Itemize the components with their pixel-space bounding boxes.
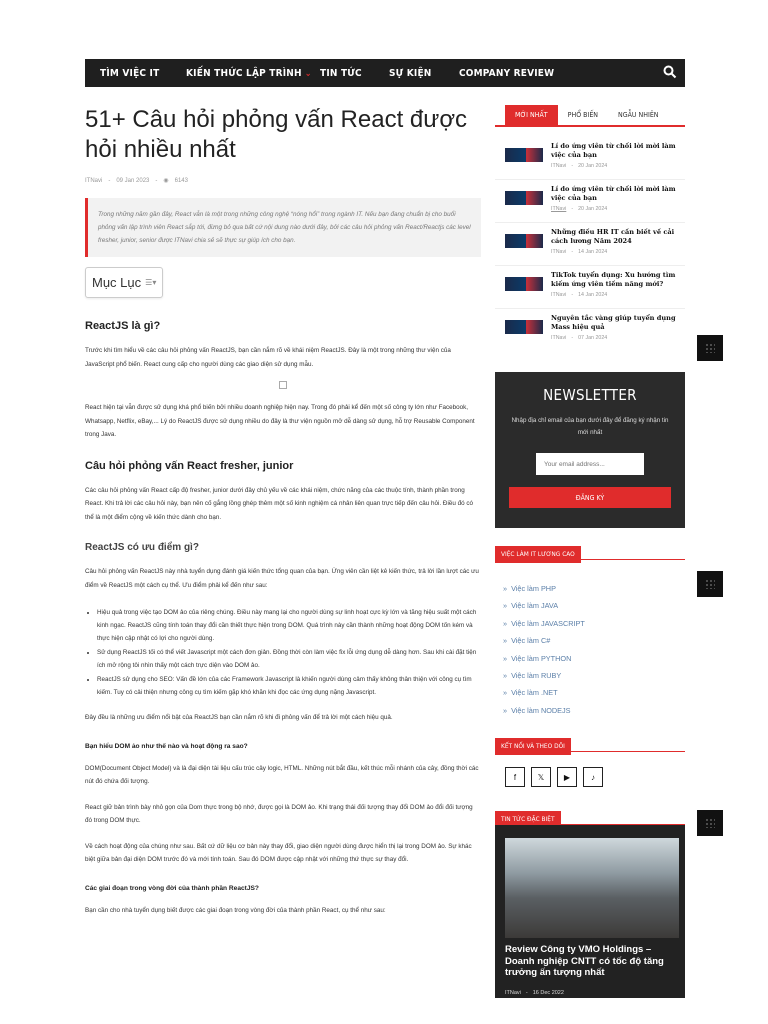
- news-title[interactable]: Lí do ứng viên từ chối lời mời làm việc của bạn: [551, 185, 676, 202]
- news-author[interactable]: ITNavi: [551, 249, 567, 255]
- featured-article[interactable]: [495, 825, 685, 998]
- dots-icon: [705, 343, 715, 353]
- facebook-icon[interactable]: f: [505, 767, 525, 787]
- jobs-section-title: VIỆC LÀM IT LƯƠNG CAO: [495, 546, 581, 563]
- news-date: 20 Jan 2024: [578, 206, 608, 212]
- top-navbar: [85, 59, 685, 87]
- job-link-nodejs[interactable]: » Việc làm NODEJS: [503, 702, 585, 719]
- meta-separator: -: [155, 177, 158, 184]
- news-item[interactable]: [495, 309, 685, 352]
- news-date: 14 Jan 2024: [578, 292, 608, 298]
- feature-section-header: [495, 808, 685, 825]
- jobs-list: [503, 580, 585, 719]
- article: [85, 105, 481, 917]
- list-item: • Hiệu quả trong việc tạo DOM ảo của riêng chúng. Điều này mang lại cho người dùng sự linh hoạt cực kỳ lớn và tăng hiệu suất một cách kinh ngạc. ReactJS cũng tính toán thay đổi cần thiết thực hiện trong DOM. Quá trình này cần thành những hoạt động DOM tốn kém và thực hiện cập nhật có lợi cho người dùng.: [97, 606, 481, 645]
- news-author[interactable]: ITNavi: [551, 292, 567, 298]
- news-item[interactable]: [495, 180, 685, 223]
- dropdown-marker-icon: ⌄: [304, 68, 312, 79]
- section-heading-lifecycle: Các giai đoạn trong vòng đời của thành phần ReactJS?: [85, 884, 259, 892]
- news-title[interactable]: Nguyên tắc vàng giúp tuyển dụng Mass hiệu quả: [551, 314, 676, 331]
- news-thumbnail[interactable]: [505, 277, 543, 291]
- featured-title[interactable]: Review Công ty VMO Holdings – Doanh nghiệp CNTT có tốc độ tăng trưởng ấn tượng nhất: [505, 944, 664, 978]
- news-title[interactable]: Những điều HR IT cần biết về cải cách lương Năm 2024: [551, 228, 675, 245]
- paragraph: Đây đều là những ưu điểm nổi bật của ReactJS bạn cần nắm rõ khi đi phỏng vấn để trả lời một cách hiệu quả.: [85, 714, 393, 721]
- section-heading-reactjs: ReactJS là gì?: [85, 320, 161, 332]
- paragraph: Câu hỏi phỏng vấn ReactJS này nhà tuyển dụng đánh giá kiến thức tổng quan của bạn. Ứng viên cần liệt kê kiến thức, trả lời lần lượt các ưu điểm về ReactJS một cách cụ thể. Ưu điểm phải kể đến như sau:: [85, 568, 479, 589]
- article-title: 51+ Câu hỏi phỏng vấn React được hỏi nhiều nhất: [85, 106, 468, 163]
- news-date: 20 Jan 2024: [578, 163, 608, 169]
- meta-separator: -: [571, 249, 574, 255]
- newsletter-box: [495, 372, 685, 528]
- news-author[interactable]: ITNavi: [551, 206, 567, 212]
- meta-separator: -: [571, 335, 574, 341]
- social-section-title: KẾT NỐI VÀ THEO DÕI: [495, 738, 571, 755]
- youtube-icon[interactable]: ▶: [557, 767, 577, 787]
- paragraph: Trước khi tìm hiểu về các câu hỏi phỏng vấn ReactJS, bạn cần nắm rõ về khái niệm ReactJS. Đây là một trong những thư viện của JavaScript phổ biến. React cung cấp cho người dùng các giao diện sử dụng mẫu.: [85, 347, 451, 368]
- news-item[interactable]: [495, 137, 685, 180]
- floating-widget-icon[interactable]: [697, 571, 723, 597]
- news-title[interactable]: TikTok tuyển dụng: Xu hướng tìm kiếm ứng viên tiềm năng mới?: [551, 271, 676, 288]
- section-heading-advantages: ReactJS có ưu điểm gì?: [85, 542, 199, 553]
- broken-image-icon: [279, 381, 287, 389]
- social-links: [505, 767, 603, 787]
- news-item[interactable]: [495, 266, 685, 309]
- job-link-python[interactable]: » Việc làm PYTHON: [503, 650, 585, 667]
- newsletter-title: NEWSLETTER: [543, 386, 637, 404]
- meta-separator: -: [108, 177, 111, 184]
- advantages-list: [85, 606, 481, 699]
- job-link-dotnet[interactable]: » Việc làm .NET: [503, 684, 585, 701]
- article-author[interactable]: ITNavi: [85, 177, 103, 184]
- floating-widget-icon[interactable]: [697, 335, 723, 361]
- list-item: • ReactJS sử dụng cho SEO: Vấn đề lớn của các Framework Javascript là khiến người dùng cảm thấy không thân thiện với công cụ tìm kiếm. Tuy có cải thiện nhưng công cụ tìm kiếm gặp khó khăn khi đọc các ứng dụng nặng Javascript.: [97, 673, 481, 699]
- news-author[interactable]: ITNavi: [551, 335, 567, 341]
- subscribe-button[interactable]: ĐĂNG KÝ: [509, 487, 671, 508]
- job-link-java[interactable]: » Việc làm JAVA: [503, 597, 585, 614]
- news-date: 14 Jan 2024: [578, 249, 608, 255]
- news-thumbnail[interactable]: [505, 234, 543, 248]
- dots-icon: [705, 818, 715, 828]
- email-input[interactable]: [536, 453, 644, 475]
- toc-label: Mục Lục: [92, 275, 142, 290]
- search-icon[interactable]: [663, 65, 677, 79]
- nav-item-kien-thuc-lap-trinh[interactable]: [186, 68, 312, 79]
- sidebar-tabs: [495, 105, 685, 127]
- article-intro-quote: Trong những năm gần đây, React vẫn là một trong những công nghệ “nóng hổi” trong ngành IT. Nếu bạn đang chuẩn bị cho buổi phỏng vấn lập trình viên React sắp tới, đừng bỏ qua bất cứ nội dung nào dưới đây, bởi các câu hỏi phỏng vấn React/Reactjs các level fresher, junior, senior được ITNavi chia sẻ sẽ thực sự giúp ích cho bạn.: [85, 198, 481, 257]
- paragraph: DOM(Document Object Model) và là đại diện tài liệu cấu trúc cây logic, HTML. Những nút bắt đầu, kết thúc mỗi nhánh của cây, đồng thời các nút đó chứa đối tượng.: [85, 764, 479, 785]
- nav-item-company-review[interactable]: COMPANY REVIEW: [459, 67, 555, 79]
- nav-item-su-kien[interactable]: SỰ KIỆN: [389, 67, 432, 79]
- meta-separator: -: [571, 292, 574, 298]
- tab-pho-bien[interactable]: PHỔ BIẾN: [567, 111, 599, 119]
- tab-ngau-nhien[interactable]: NGẪU NHIÊN: [618, 111, 659, 119]
- news-date: 07 Jan 2024: [578, 335, 608, 341]
- meta-separator: -: [525, 990, 528, 996]
- news-list: [495, 137, 685, 352]
- list-item: • Sử dụng ReactJS tối có thể viết Javascript một cách đơn giản. Đồng thời còn làm việc fix lỗi ứng dụng dễ dàng hơn. Sau khi cài đặt tiện ích mở rộng tôi nhìn thấy một cách trực diện vào DOM ảo.: [97, 646, 481, 672]
- paragraph: Bạn cần cho nhà tuyển dụng biết được các giai đoạn trong vòng đời của thành phần React, cụ thể như sau:: [85, 906, 386, 914]
- nav-item-tim-viec-it[interactable]: TÌM VIỆC IT: [100, 67, 160, 79]
- article-date: 09 Jan 2023: [116, 177, 150, 184]
- news-thumbnail[interactable]: [505, 148, 543, 162]
- job-link-ruby[interactable]: » Việc làm RUBY: [503, 667, 585, 684]
- section-heading-dom: Bạn hiểu DOM ảo như thế nào và hoạt động ra sao?: [85, 742, 248, 750]
- paragraph: Về cách hoạt động của chúng như sau. Bất cứ dữ liệu cơ bản này thay đổi, giao diện người dùng được hiển thị lại trong DOM ảo. Sự khác biệt giữa bản đại diện DOM trước đó và mới tính toán. Sau đó DOM được cập nhật với những thứ thực sự thay đổi.: [85, 842, 472, 863]
- twitter-icon[interactable]: 𝕏: [531, 767, 551, 787]
- nav-item-label: KIẾN THỨC LẬP TRÌNH: [186, 67, 302, 79]
- paragraph: Các câu hỏi phỏng vấn React cấp độ fresher, junior dưới đây chủ yếu về các khái niệm, chức năng của các thuộc tính, thành phần trong React. Khi trả lời các câu hỏi này, bạn nên cố gắng lồng ghép thêm một số kinh nghiệm cá nhân liên quan trực tiếp đến câu hỏi. Điều đó có thể là một điểm cộng về kiến thức dành cho bạn.: [85, 486, 474, 521]
- table-of-contents-toggle[interactable]: [85, 267, 163, 298]
- tiktok-icon[interactable]: ♪: [583, 767, 603, 787]
- news-author[interactable]: ITNavi: [551, 163, 567, 169]
- job-link-csharp[interactable]: » Việc làm C#: [503, 632, 585, 649]
- article-meta: [85, 177, 481, 184]
- job-link-php[interactable]: » Việc làm PHP: [503, 580, 585, 597]
- paragraph: React hiện tại vẫn được sử dụng khá phổ biến bởi nhiều doanh nghiệp hiện nay. Trong đó phải kể đến một số công ty lớn như Facebook, Whatsapp, Netflix, eBay,... Lý do ReactJS được sử dụng nhiều do đây là thư viện nguồn mở dễ dàng sử dụng, hỗ trợ Reusable Component trong Java.: [85, 404, 475, 438]
- social-section-header: [495, 735, 685, 752]
- nav-item-tin-tuc[interactable]: TIN TỨC: [320, 67, 362, 79]
- newsletter-description: Nhập địa chỉ email của bạn dưới đây để đăng ký nhận tin mới nhất: [511, 417, 669, 436]
- tab-moi-nhat[interactable]: MỚI NHẤT: [505, 105, 558, 125]
- paragraph: React giữ bản trình bày nhỏ gọn của Dom thực trong bộ nhớ, được gọi là DOM ảo. Khi trạng thái đối tượng thay đổi DOM ảo đổi đối tượng đó trong DOM thực.: [85, 803, 473, 824]
- meta-separator: -: [571, 206, 574, 212]
- eye-icon: ◉: [163, 178, 169, 184]
- featured-image[interactable]: [505, 838, 679, 938]
- section-heading-fresher: Câu hỏi phỏng vấn React fresher, junior: [85, 459, 294, 472]
- jobs-section-header: [495, 543, 685, 560]
- sidebar: [495, 105, 685, 352]
- news-thumbnail[interactable]: [505, 320, 543, 334]
- featured-date: 16 Dec 2022: [532, 990, 564, 996]
- article-views: 6143: [174, 177, 188, 184]
- job-link-javascript[interactable]: » Việc làm JAVASCRIPT: [503, 615, 585, 632]
- floating-widget-icon[interactable]: [697, 810, 723, 836]
- feature-section-title: TIN TỨC ĐẶC BIỆT: [495, 811, 561, 828]
- news-title[interactable]: Lí do ứng viên từ chối lời mời làm việc của bạn: [551, 142, 676, 159]
- news-thumbnail[interactable]: [505, 191, 543, 205]
- meta-separator: -: [571, 163, 574, 169]
- featured-author[interactable]: ITNavi: [505, 990, 521, 996]
- list-icon: ☰▾: [145, 278, 157, 287]
- news-item[interactable]: [495, 223, 685, 266]
- dots-icon: [705, 579, 715, 589]
